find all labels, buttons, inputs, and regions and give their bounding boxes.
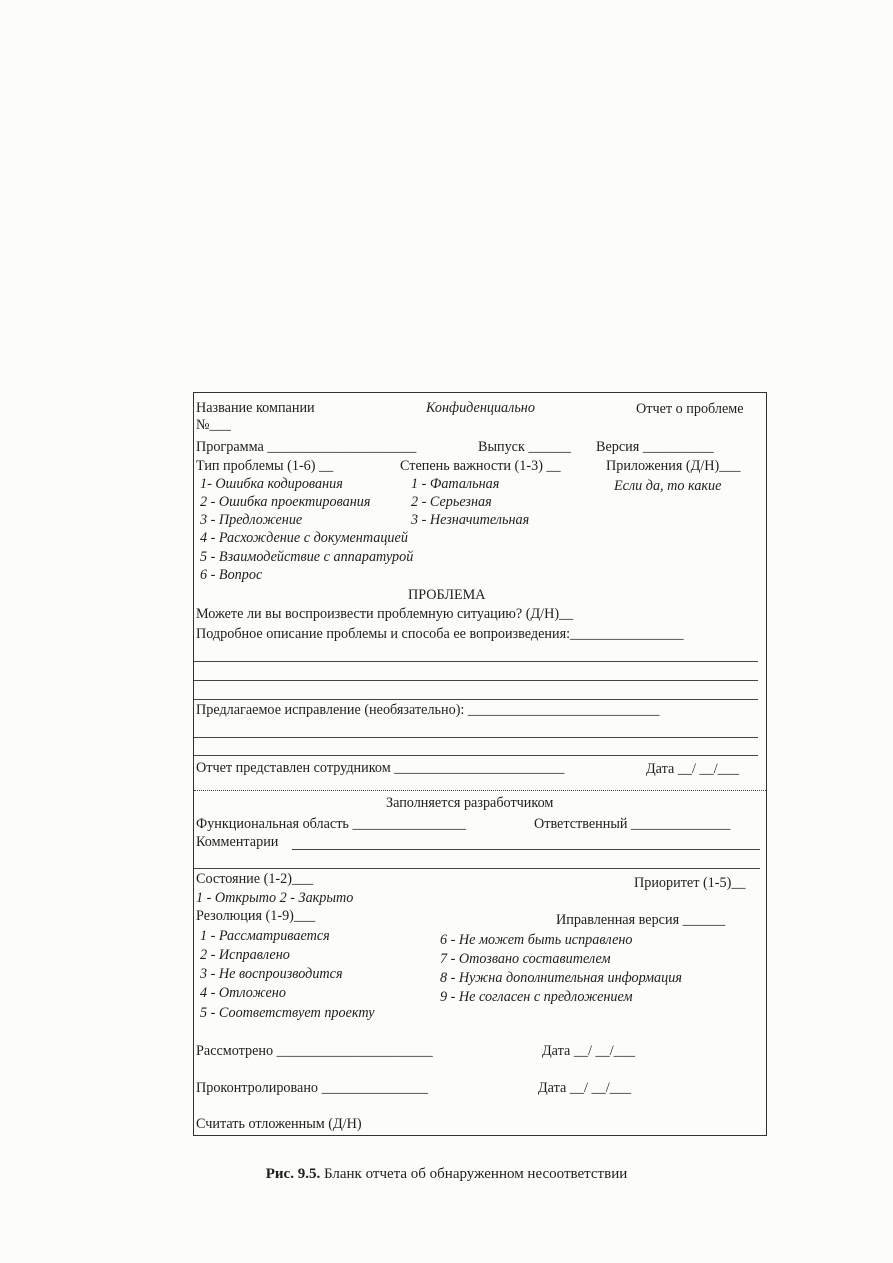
section-divider — [194, 790, 766, 791]
comments-field: Комментарии — [196, 834, 279, 850]
problem-type-option: 3 - Предложение — [200, 512, 303, 528]
severity-option: 2 - Серьезная — [411, 494, 492, 510]
description-field: Подробное описание проблемы и способа ее вопроизведения:________________ — [196, 626, 684, 642]
blank-line — [194, 680, 758, 681]
responsible-field: Ответственный ______________ — [534, 816, 731, 832]
resolution-field: Резолюция (1-9)___ — [196, 908, 316, 924]
resolution-option: 2 - Исправлено — [200, 947, 290, 963]
problem-report-form — [193, 392, 767, 1136]
status-options: 1 - Открыто 2 - Закрыто — [196, 890, 354, 906]
figure-caption-text: Бланк отчета об обнаруженном несоответствии — [320, 1166, 628, 1182]
problem-type-option: 5 - Взаимодействие с аппаратурой — [200, 549, 414, 565]
resolution-option: 6 - Не может быть исправлено — [440, 932, 633, 948]
program-field: Программа _____________________ — [196, 439, 417, 455]
resolution-option: 8 - Нужна дополнительная информация — [440, 970, 682, 986]
release-field: Выпуск ______ — [478, 439, 571, 455]
problem-type-option: 1- Ошибка кодирования — [200, 476, 343, 492]
status-field: Состояние (1-2)___ — [196, 871, 314, 887]
priority-field: Приоритет (1-5)__ — [634, 875, 746, 891]
reviewed-field: Рассмотрено ______________________ — [196, 1043, 433, 1059]
blank-line — [194, 755, 758, 756]
version-field: Версия __________ — [596, 439, 714, 455]
submitted-by-field: Отчет представлен сотрудником ________________________ — [196, 760, 565, 776]
blank-line — [194, 699, 758, 700]
problem-type-option: 4 - Расхождение с документацией — [200, 530, 408, 546]
controlled-field: Проконтролировано _______________ — [196, 1080, 428, 1096]
resolution-option: 9 - Не согласен с предложением — [440, 989, 633, 1005]
submitted-date-field: Дата __/ __/___ — [646, 761, 739, 777]
resolution-option: 5 - Соответствует проекту — [200, 1005, 375, 1021]
problem-type-option: 6 - Вопрос — [200, 567, 263, 583]
resolution-option: 3 - Не воспроизводится — [200, 966, 343, 982]
resolution-option: 4 - Отложено — [200, 985, 286, 1001]
blank-line — [194, 868, 760, 869]
resolution-option: 1 - Рассматривается — [200, 928, 330, 944]
functional-area-field: Функциональная область ________________ — [196, 816, 466, 832]
report-number-field: №___ — [196, 417, 231, 433]
resolution-option: 7 - Отозвано составителем — [440, 951, 611, 967]
blank-line — [194, 661, 758, 662]
reproduce-field: Можете ли вы воспроизвести проблемную ситуацию? (Д/Н)__ — [196, 606, 574, 622]
suggested-fix-field: Предлагаемое исправление (необязательно): ___________________________ — [196, 702, 660, 718]
controlled-date-field: Дата __/ __/___ — [538, 1080, 631, 1096]
problem-heading: ПРОБЛЕМА — [408, 587, 486, 603]
severity-option: 1 - Фатальная — [411, 476, 500, 492]
severity-option: 3 - Незначительная — [411, 512, 530, 528]
confidential-label: Конфиденциально — [426, 400, 535, 416]
reviewed-date-field: Дата __/ __/___ — [542, 1043, 635, 1059]
figure-caption — [0, 1166, 893, 1183]
blank-line — [194, 737, 758, 738]
attachments-field: Приложения (Д/Н)___ — [606, 458, 741, 474]
attachments-note: Если да, то какие — [614, 478, 722, 494]
problem-type-option: 2 - Ошибка проектирования — [200, 494, 371, 510]
report-title: Отчет о проблеме — [636, 401, 744, 417]
comments-line — [292, 849, 760, 850]
developer-heading: Заполняется разработчиком — [386, 795, 554, 811]
company-name-label: Название компании — [196, 400, 315, 416]
deferred-field: Считать отложенным (Д/Н) — [196, 1116, 362, 1132]
problem-type-field: Тип проблемы (1-6) __ — [196, 458, 334, 474]
figure-label: Рис. 9.5. — [265, 1166, 321, 1182]
severity-field: Степень важности (1-3) __ — [400, 458, 561, 474]
fixed-version-field: Иправленная версия ______ — [556, 912, 726, 928]
